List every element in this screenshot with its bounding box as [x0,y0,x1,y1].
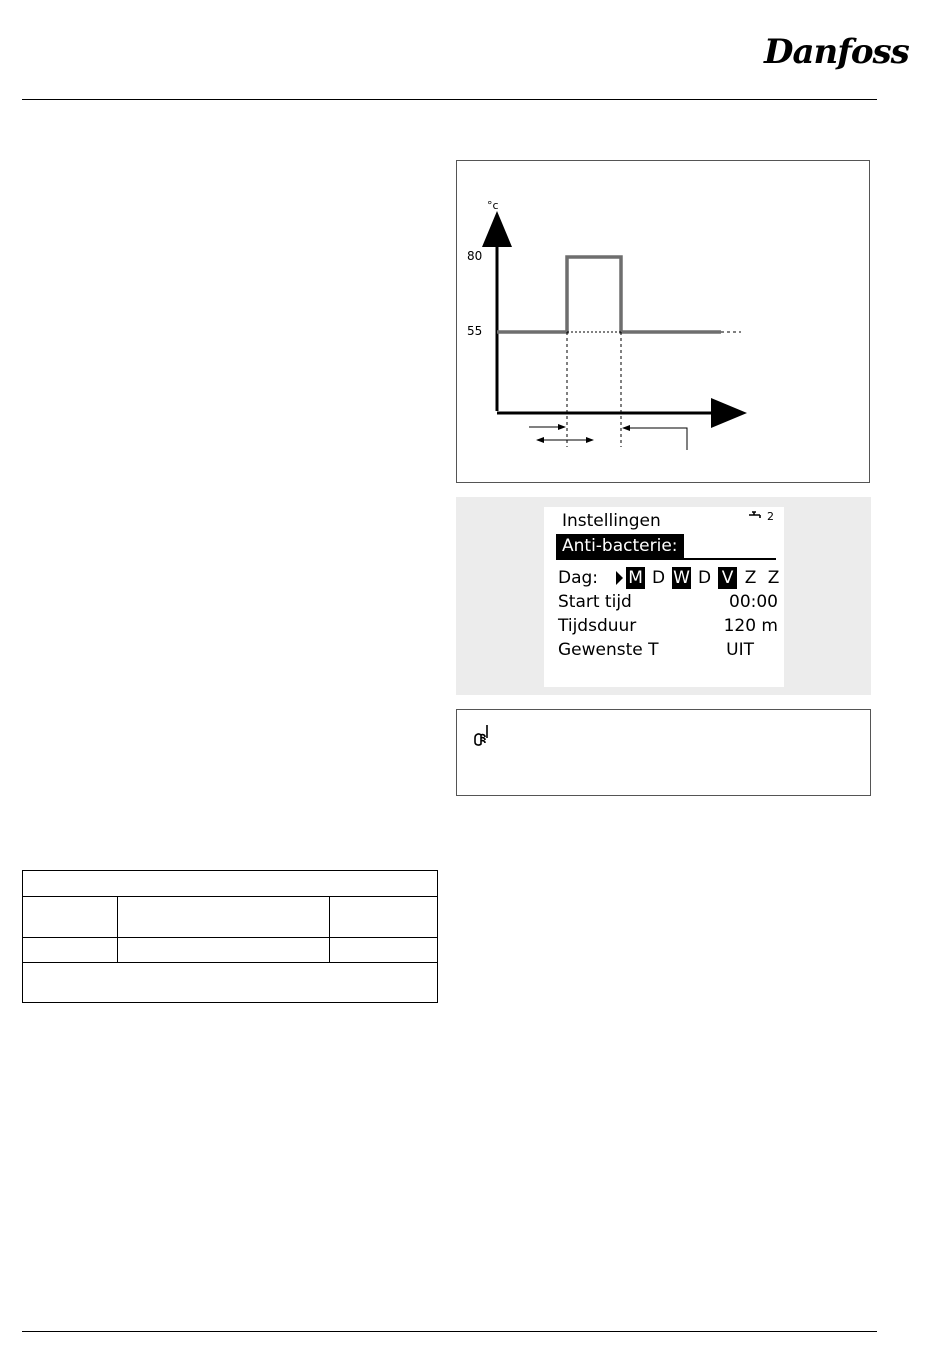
footer-rule [22,1331,877,1332]
heading-rule [556,558,776,560]
tap-icon [748,510,775,523]
series-line [497,257,721,332]
start-time-row[interactable] [558,591,778,613]
y-axis-unit: °c [487,199,499,212]
annotation-arrow [623,428,687,450]
day-toggle[interactable]: Z [767,568,780,588]
chart-svg [457,161,871,484]
temperature-chart [456,160,870,483]
table-divider [329,896,330,962]
cursor-arrow-icon [616,571,623,585]
row-label: Tijdsduur [558,616,637,636]
day-toggle[interactable]: V [718,567,737,589]
anti-bacterie-heading[interactable]: Anti-bacterie: [556,534,684,558]
day-toggle[interactable]: D [697,568,712,588]
duration-row[interactable] [558,615,778,637]
table-rule [23,937,437,938]
menu-title: Instellingen [562,511,661,531]
day-toggle[interactable]: M [626,567,645,589]
pointing-hand-icon [471,724,493,754]
row-value: 00:00 [729,592,778,612]
row-label: Start tijd [558,592,632,612]
day-selector[interactable] [558,567,787,589]
desired-temp-row[interactable] [558,639,778,661]
note-box [456,709,871,796]
row-value: 120 m [723,616,778,636]
row-value: UIT [726,640,754,660]
table-divider [117,896,118,962]
circuit-number: 2 [767,510,774,523]
day-label: Dag: [558,568,599,588]
info-table [22,870,438,1003]
table-rule [23,962,437,963]
day-toggle[interactable]: W [673,568,690,588]
lcd-screen [544,507,784,687]
day-toggle[interactable]: D [651,568,666,588]
row-label: Gewenste T [558,640,659,660]
day-toggle[interactable]: Z [744,568,757,588]
y-tick-label: 80 [467,249,483,263]
table-rule [23,896,437,897]
header-rule [22,99,877,100]
y-tick-label: 55 [467,324,483,338]
danfoss-logo: Danfoss [764,32,909,72]
